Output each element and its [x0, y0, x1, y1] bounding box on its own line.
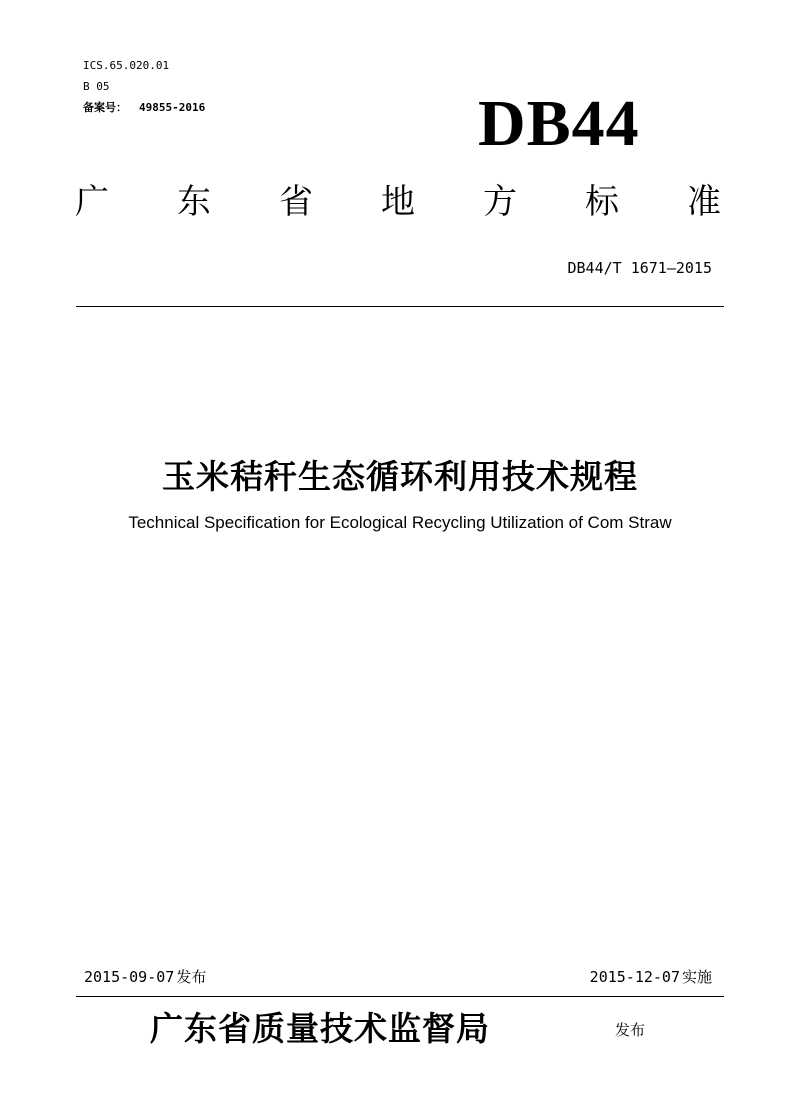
issuing-verb: 发布 — [615, 1021, 646, 1039]
issue-date: 2015-09-07 — [84, 968, 175, 986]
record-label: 备案号： — [83, 101, 127, 114]
standard-type-char: 准 — [687, 182, 721, 222]
top-divider — [76, 306, 724, 307]
bottom-divider — [76, 996, 724, 997]
standard-number: DB44/T 1671—2015 — [567, 259, 712, 277]
implement-date-line — [590, 967, 712, 987]
implement-date: 2015-12-07 — [589, 968, 680, 986]
record-value: 49855-2016 — [139, 101, 206, 114]
title-english: Technical Specification for Ecological Recycling Utilization of Com Straw — [128, 513, 672, 532]
standard-type-char: 省 — [279, 182, 313, 222]
classification-code: B 05 — [83, 80, 110, 93]
issue-date-line — [84, 967, 206, 987]
standard-type-char: 方 — [483, 182, 517, 222]
standard-type-heading — [72, 180, 724, 224]
issue-verb: 发布 — [176, 968, 207, 986]
standard-type-char: 东 — [177, 182, 211, 222]
issuing-authority: 广东省质量技术监督局 — [150, 1009, 490, 1048]
title-chinese: 玉米秸秆生态循环利用技术规程 — [162, 457, 638, 496]
standard-logo: DB44 — [478, 87, 640, 160]
record-number — [83, 101, 205, 115]
implement-verb: 实施 — [681, 968, 712, 986]
standard-type-char: 标 — [585, 182, 619, 222]
standard-type-char: 地 — [381, 182, 415, 222]
standard-type-char: 广 — [75, 182, 109, 222]
ics-code: ICS.65.020.01 — [83, 59, 170, 72]
